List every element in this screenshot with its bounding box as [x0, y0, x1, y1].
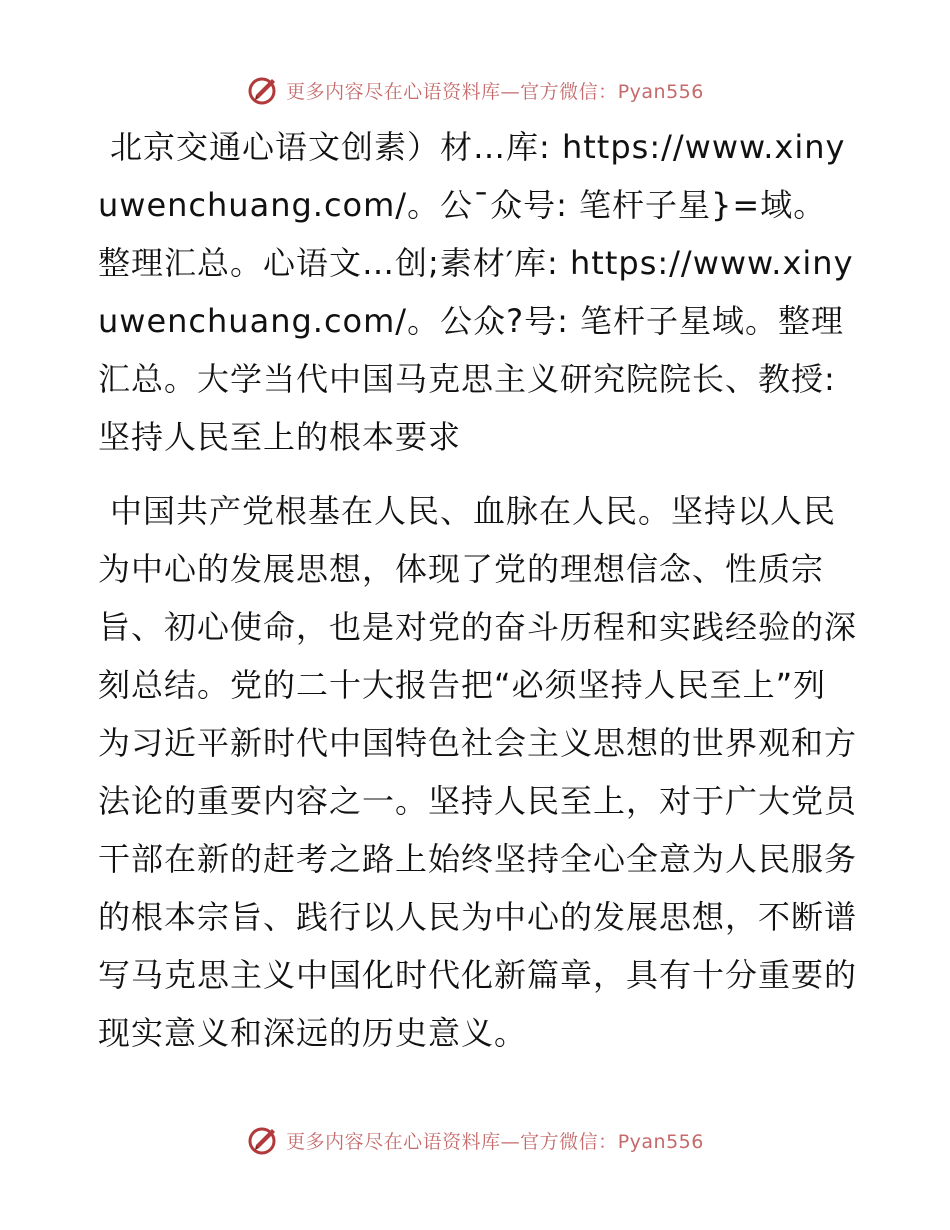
paragraph-intro-text: 北京交通心语文创素）材…库: https://www.xinyuwenchuang.com/。公¯众号: 笔杆子星}=域。整理汇总。心语文…创;素材′库: https://www.xinyuwenchuang.com/。公众?号: 笔杆子星域。整理汇总。大学当代中国马克思主义研究院院长、教授: 坚持人民至上的根本要求 [98, 128, 854, 456]
header-banner [0, 70, 950, 110]
footer-wechat-id: Pyan556 [617, 1130, 704, 1153]
banner-official-label: 官方微信： [520, 80, 618, 103]
paragraph-intro [98, 118, 858, 466]
paragraph-main-text: 中国共产党根基在人民、血脉在人民。坚持以人民为中心的发展思想，体现了党的理想信念、性质宗旨、初心使命，也是对党的奋斗历程和实践经验的深刻总结。党的二十大报告把“必须坚持人民至上”列为习近平新时代中国特色社会主义思想的世界观和方法论的重要内容之一。坚持人民至上，对于广大党员干部在新的赶考之路上始终坚持全心全意为人民服务的根本宗旨、践行以人民为中心的发展思想，不断谱写马克思主义中国化时代化新篇章，具有十分重要的现实意义和深远的历史意义。 [98, 492, 858, 1052]
quill-circle-icon [246, 1123, 280, 1157]
banner-wechat-id: Pyan556 [617, 80, 704, 103]
paragraph-main [98, 482, 858, 1062]
document-body [98, 118, 858, 1062]
quill-circle-icon [246, 73, 280, 107]
footer-official-label: 官方微信： [520, 1130, 618, 1153]
footer-banner-text [286, 1127, 704, 1154]
footer-banner [0, 1120, 950, 1160]
footer-main-text: 更多内容尽在心语资料库 [286, 1130, 501, 1153]
banner-dash: — [500, 80, 521, 103]
footer-dash: — [500, 1130, 521, 1153]
banner-main-text: 更多内容尽在心语资料库 [286, 80, 501, 103]
banner-text [286, 77, 704, 104]
